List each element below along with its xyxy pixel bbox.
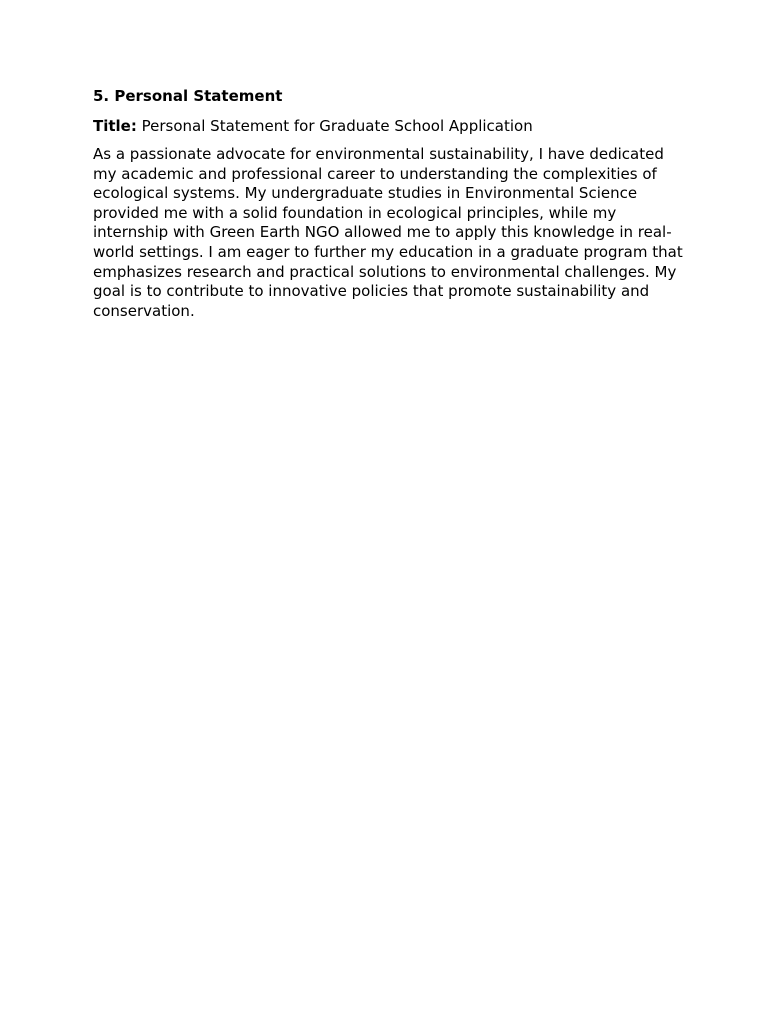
title-text: Personal Statement for Graduate School Application [141,117,533,135]
statement-body: As a passionate advocate for environmental sustainability, I have dedicated my academic and professional career to understanding the complexities of ecological systems. My undergraduate studies in Environmental Science provided me with a solid foundation in ecological principles, while my internship with Green Earth NGO allowed me to apply this knowledge in real-world settings. I am eager to further my education in a graduate program that emphasizes research and practical solutions to environmental challenges. My goal is to contribute to innovative policies that promote sustainability and conservation. [93,145,683,320]
title-label: Title: [93,117,137,135]
title-line [93,116,683,136]
section-heading: 5. Personal Statement [93,87,283,105]
document-page [93,86,683,321]
